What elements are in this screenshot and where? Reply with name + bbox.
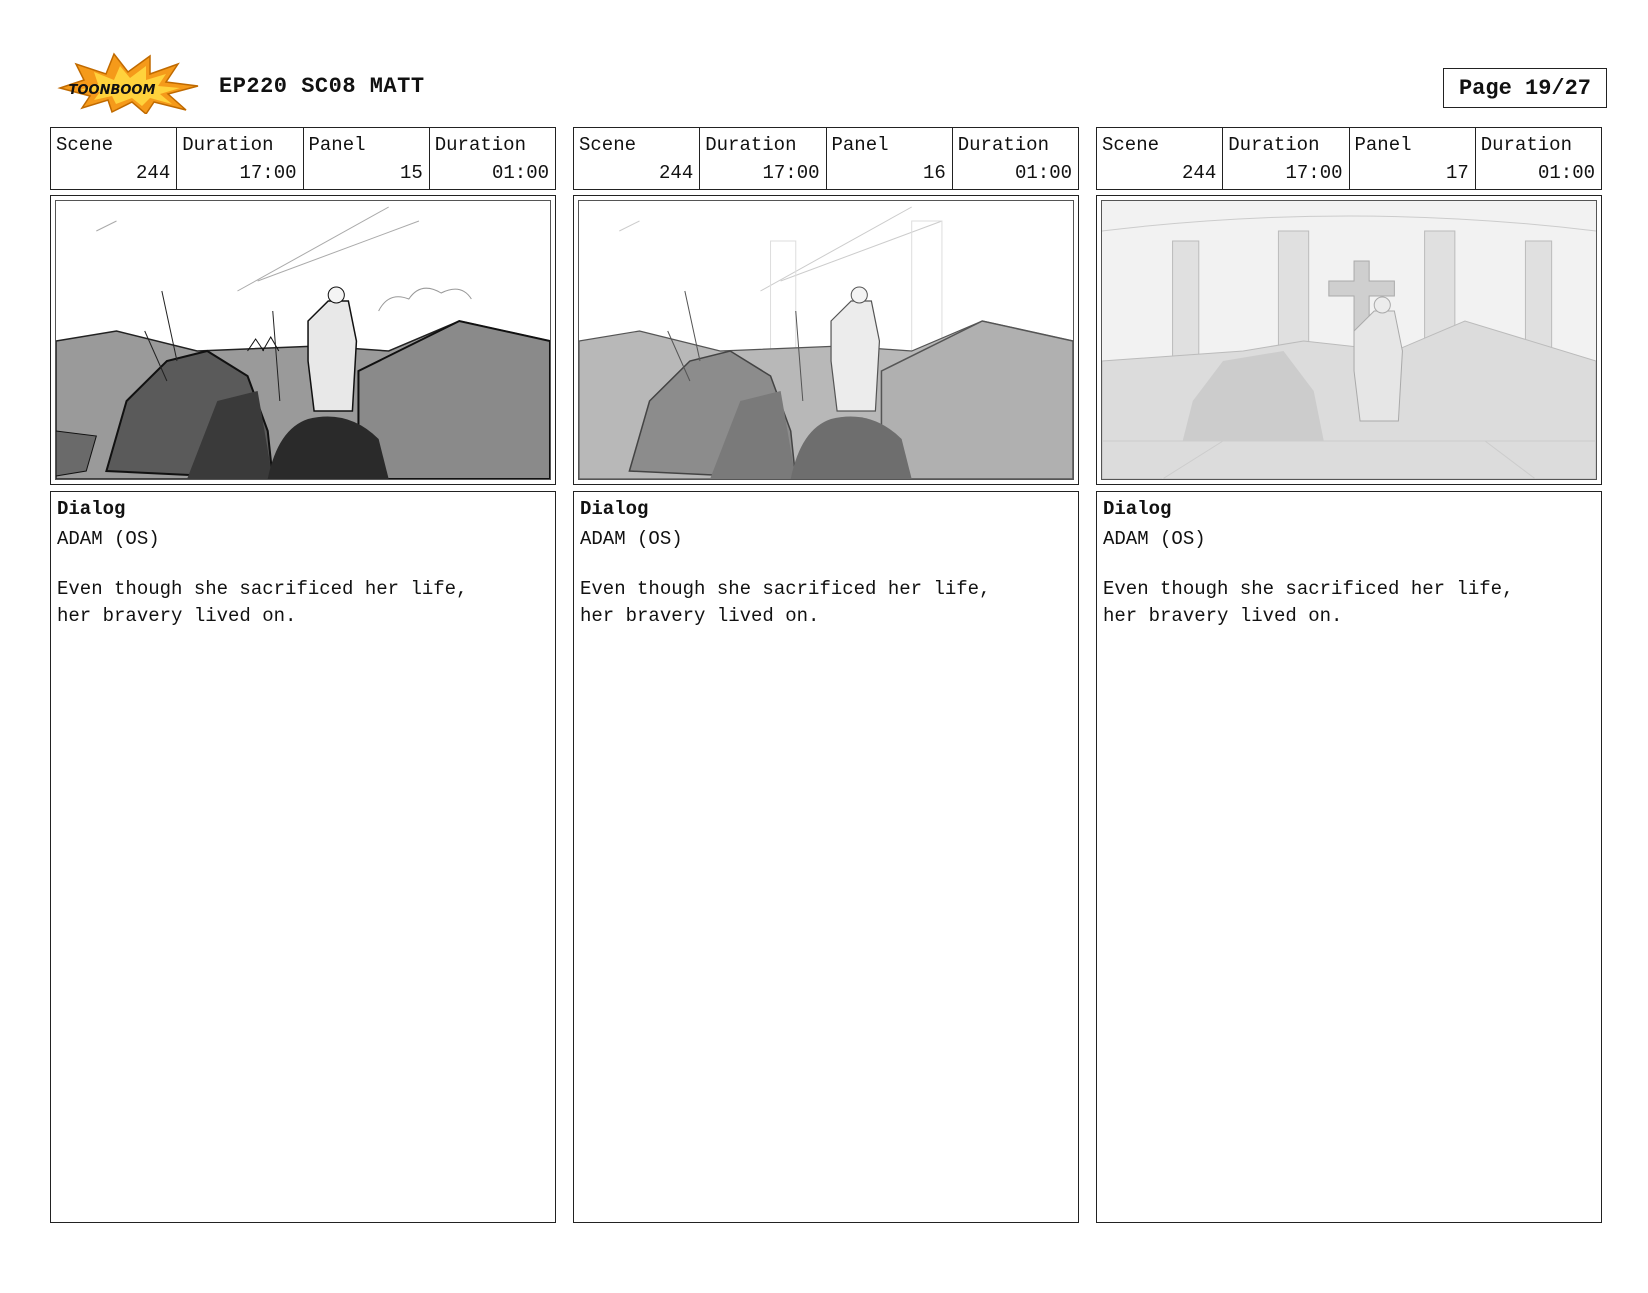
dialog-line: her bravery lived on.: [57, 605, 297, 627]
storyboard-panel-2: [573, 127, 1079, 1223]
document-title: EP220 SC08 MATT: [219, 74, 425, 99]
panel-cell: [827, 128, 953, 189]
dialog-line: Even though she sacrificed her life,: [580, 578, 991, 600]
logo-text: TOONBOOM: [68, 83, 156, 98]
panel-duration: 01:00: [1537, 162, 1595, 184]
panel-label: Panel: [1354, 134, 1412, 156]
dialog-box: [50, 491, 556, 1223]
scene-number: 244: [136, 162, 171, 184]
scene-number: 244: [1182, 162, 1217, 184]
dialog-box: [573, 491, 1079, 1223]
storyboard-panel-3: [1096, 127, 1602, 1223]
panel-duration: 01:00: [1014, 162, 1072, 184]
duration-label: Duration: [1228, 134, 1320, 156]
duration-label: Duration: [1480, 134, 1572, 156]
dialog-line: Even though she sacrificed her life,: [57, 578, 468, 600]
panel-image-frame: [1096, 195, 1602, 485]
panel-duration-cell: [953, 128, 1078, 189]
page-indicator: Page 19/27: [1443, 68, 1607, 108]
dialog-line: Even though she sacrificed her life,: [1103, 578, 1514, 600]
panel-duration-cell: [1476, 128, 1601, 189]
dialog-box: [1096, 491, 1602, 1223]
panel-label: Panel: [831, 134, 889, 156]
scene-duration: 17:00: [239, 162, 297, 184]
scene-number: 244: [659, 162, 694, 184]
duration-label: Duration: [957, 134, 1049, 156]
storyboard-sketch-image: [579, 201, 1073, 479]
scene-duration-cell: [1223, 128, 1349, 189]
duration-label: Duration: [434, 134, 526, 156]
panel-duration-cell: [430, 128, 555, 189]
panel-label: Panel: [308, 134, 366, 156]
panel-cell: [304, 128, 430, 189]
dialog-label: Dialog: [1103, 498, 1172, 520]
dialog-speaker: ADAM (OS): [1103, 528, 1206, 550]
scene-cell: [574, 128, 700, 189]
panel-image-frame: [50, 195, 556, 485]
scene-duration: 17:00: [762, 162, 820, 184]
toonboom-logo: [54, 52, 200, 114]
storyboard-sketch-image: [1102, 201, 1596, 479]
duration-label: Duration: [705, 134, 797, 156]
scene-cell: [1097, 128, 1223, 189]
dialog-line: her bravery lived on.: [580, 605, 820, 627]
duration-label: Duration: [182, 134, 274, 156]
panel-meta-bar: [50, 127, 556, 190]
dialog-label: Dialog: [57, 498, 126, 520]
dialog-label: Dialog: [580, 498, 649, 520]
scene-label: Scene: [579, 134, 637, 156]
panel-meta-bar: [1096, 127, 1602, 190]
panel-number: 15: [399, 162, 423, 184]
panel-number: 16: [922, 162, 946, 184]
scene-label: Scene: [1102, 134, 1160, 156]
panel-duration: 01:00: [491, 162, 549, 184]
scene-duration-cell: [700, 128, 826, 189]
dialog-speaker: ADAM (OS): [57, 528, 160, 550]
scene-cell: [51, 128, 177, 189]
storyboard-sketch-image: [56, 201, 550, 479]
dialog-line: her bravery lived on.: [1103, 605, 1343, 627]
scene-duration-cell: [177, 128, 303, 189]
dialog-speaker: ADAM (OS): [580, 528, 683, 550]
panel-image-frame: [573, 195, 1079, 485]
scene-duration: 17:00: [1285, 162, 1343, 184]
storyboard-panel-1: [50, 127, 556, 1223]
panel-cell: [1350, 128, 1476, 189]
scene-label: Scene: [56, 134, 114, 156]
panel-meta-bar: [573, 127, 1079, 190]
panel-number: 17: [1445, 162, 1469, 184]
